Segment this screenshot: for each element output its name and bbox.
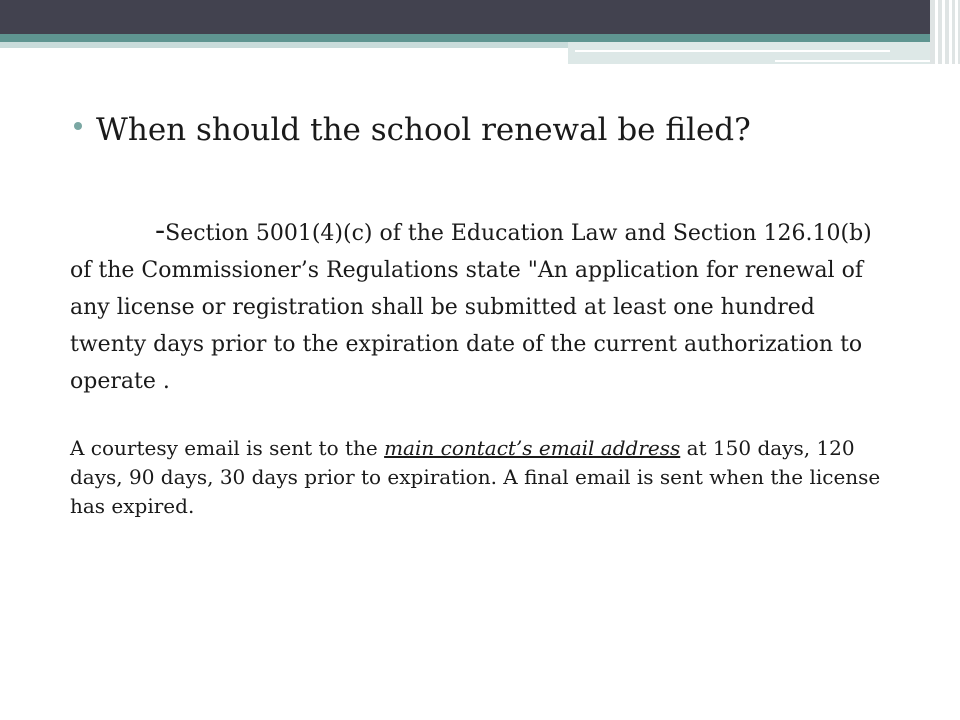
main-contact-email-link[interactable]: main contact’s email address — [384, 436, 681, 460]
stripe — [949, 0, 952, 64]
stripe — [935, 0, 938, 64]
note-text-after: at 150 days, 120 days, 90 days, 30 days prior to expiration. A final email is sent when the license has expired. — [70, 436, 881, 518]
stripe — [942, 0, 945, 64]
header-band-light — [0, 42, 568, 48]
regulation-paragraph — [70, 212, 880, 400]
dash-marker: - — [155, 213, 166, 248]
note-text-before: A courtesy email is sent to the — [70, 436, 385, 460]
stripe — [955, 0, 958, 64]
bullet-item — [74, 110, 751, 150]
header-accent-line-2 — [775, 60, 930, 62]
header-accent-line — [575, 50, 890, 52]
courtesy-email-paragraph — [70, 434, 900, 521]
header-band-teal — [0, 34, 930, 42]
slide-heading: When should the school renewal be filed? — [96, 112, 751, 148]
header-corner-stripes — [930, 0, 960, 64]
header-band-dark — [0, 0, 960, 34]
regulation-text: Section 5001(4)(c) of the Education Law and Section 126.10(b) of the Commissioner’s Regulations state "An application for renewal of any license or registration shall be submitted at least one hundred twenty days prior to the expiration date of the current authorization to operate . — [70, 221, 872, 394]
bullet-dot-icon — [74, 122, 82, 130]
